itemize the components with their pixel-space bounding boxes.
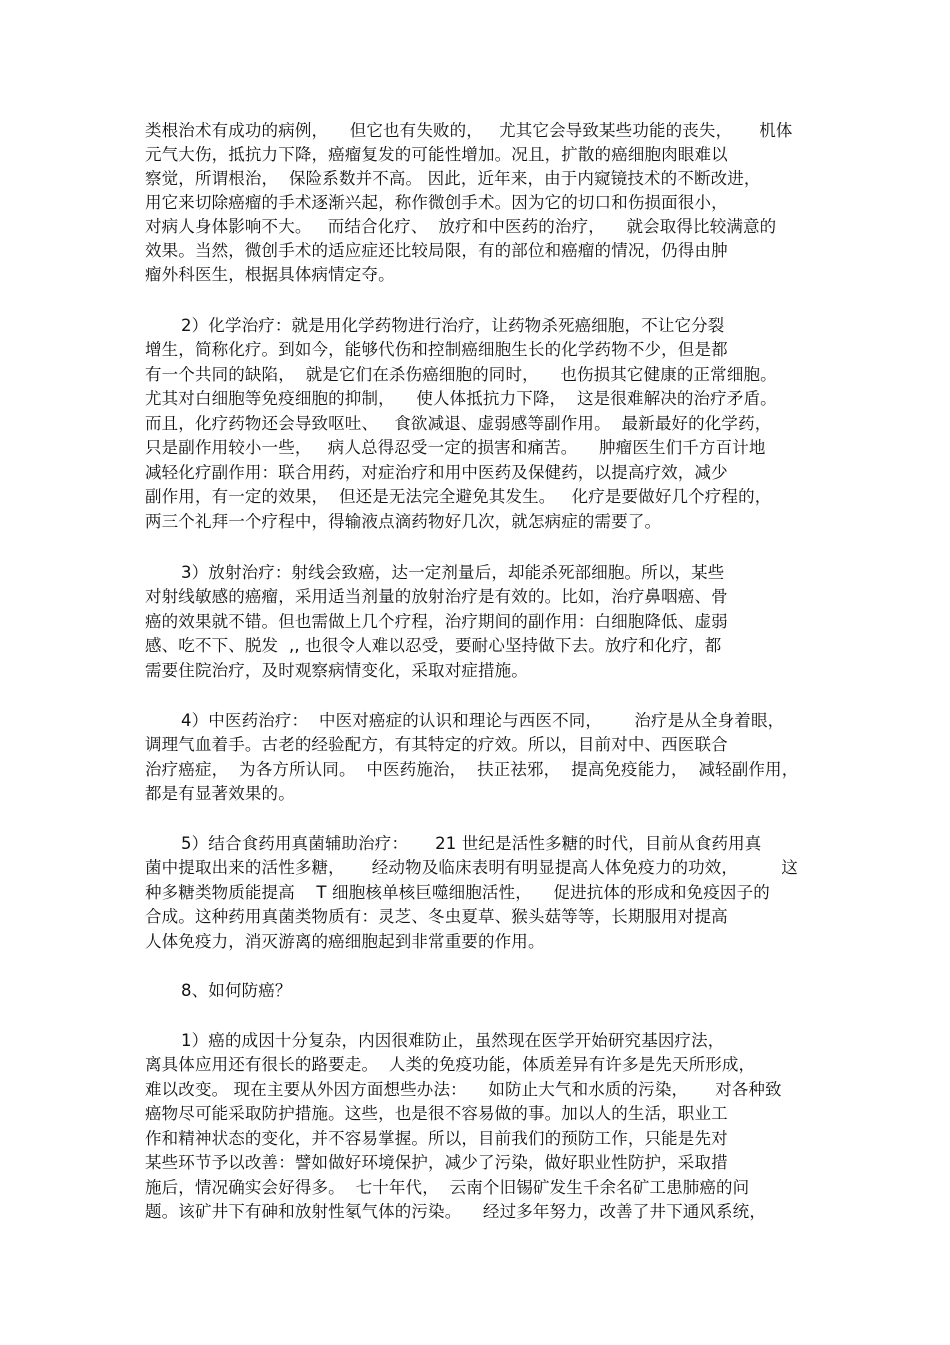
- text-line: 只是副作用较小一些， 病人总得忍受一定的损害和痛苦。 肿瘤医生们千方百计地: [145, 438, 766, 457]
- text-line: 合成。这种药用真菌类物质有：灵芝、冬虫夏草、猴头菇等等，长期服用对提高: [145, 907, 728, 926]
- text-line: 某些环节予以改善：譬如做好环境保护，减少了污染，做好职业性防护，采取措: [145, 1153, 728, 1172]
- text-line: 对病人身体影响不大。 而结合化疗、 放疗和中医药的治疗， 就会取得比较满意的: [145, 217, 777, 236]
- text-line: 需要住院治疗，及时观察病情变化，采取对症措施。: [145, 661, 528, 680]
- text-line: 难以改变。 现在主要从外因方面想些办法： 如防止大气和水质的污染， 对各种致: [145, 1080, 782, 1099]
- text-line: 都是有显著效果的。: [145, 784, 295, 803]
- section-heading: 8、如何防癌？: [181, 981, 292, 1000]
- text-line: 用它来切除癌瘤的手术逐渐兴起，称作微创手术。因为它的切口和伤损面很小，: [145, 193, 728, 212]
- text-line: 调理气血着手。古老的经验配方，有其特定的疗效。所以，目前对中、西医联合: [145, 735, 728, 754]
- text-line: 副作用，有一定的效果， 但还是无法完全避免其发生。 化疗是要做好几个疗程的，: [145, 487, 772, 506]
- text-line: 施后，情况确实会好得多。 七十年代， 云南个旧锡矿发生千余名矿工患肺癌的问: [145, 1178, 750, 1197]
- paragraph-first-line: 2）化学治疗：就是用化学药物进行治疗，让药物杀死癌细胞，不让它分裂: [181, 316, 725, 335]
- text-line: 类根治术有成功的病例， 但它也有失败的， 尤其它会导致某些功能的丧失， 机体: [145, 121, 793, 140]
- paragraph-first-line: 3）放射治疗：射线会致癌，达一定剂量后，却能杀死部细胞。所以，某些: [181, 563, 725, 582]
- text-line: 离具体应用还有很长的路要走。 人类的免疫功能，体质差异有许多是先天所形成，: [145, 1055, 756, 1074]
- text-line: 瘤外科医生，根据具体病情定夺。: [145, 265, 395, 284]
- text-line: 癌的效果就不错。但也需做上几个疗程，治疗期间的副作用：白细胞降低、虚弱: [145, 612, 728, 631]
- paragraph-first-line: 5）结合食药用真菌辅助治疗： 21 世纪是活性多糖的时代，目前从食药用真: [181, 834, 762, 853]
- text-line: 种多糖类物质能提高 T 细胞核单核巨噬细胞活性， 促进抗体的形成和免疫因子的: [145, 883, 770, 902]
- text-line: 有一个共同的缺陷， 就是它们在杀伤癌细胞的同时， 也伤损其它健康的正常细胞。: [145, 365, 777, 384]
- paragraph-first-line: 1）癌的成因十分复杂，内因很难防止，虽然现在医学开始研究基因疗法，: [181, 1031, 725, 1050]
- text-line: 治疗癌症， 为各方所认同。 中医药施治， 扶正祛邪， 提高免疫能力， 减轻副作用，: [145, 760, 799, 779]
- text-line: 感、吃不下、脱发 ,, 也很令人难以忍受，要耐心坚持做下去。放疗和化疗，都: [145, 636, 722, 655]
- text-line: 癌物尽可能采取防护措施。这些，也是很不容易做的事。加以人的生活，职业工: [145, 1104, 728, 1123]
- text-line: 增生，简称化疗。到如今，能够代伤和控制癌细胞生长的化学药物不少，但是都: [145, 340, 728, 359]
- text-line: 察觉，所谓根治， 保险系数并不高。 因此，近年来，由于内窥镜技术的不断改进，: [145, 169, 761, 188]
- text-line: 减轻化疗副作用：联合用药，对症治疗和用中医药及保健药，以提高疗效，减少: [145, 463, 728, 482]
- paragraph-first-line: 4）中医药治疗： 中医对癌症的认识和理论与西医不同， 治疗是从全身着眼，: [181, 711, 785, 730]
- text-line: 效果。当然，微创手术的适应症还比较局限，有的部位和癌瘤的情况，仍得由肿: [145, 241, 728, 260]
- text-line: 两三个礼拜一个疗程中，得输液点滴药物好几次，就怎病症的需要了。: [145, 512, 662, 531]
- text-line: 元气大伤，抵抗力下降，癌瘤复发的可能性增加。况且，扩散的癌细胞肉眼难以: [145, 145, 728, 164]
- text-line: 人体免疫力，消灭游离的癌细胞起到非常重要的作用。: [145, 932, 545, 951]
- text-line: 作和精神状态的变化，并不容易掌握。所以，目前我们的预防工作，只能是先对: [145, 1129, 728, 1148]
- text-line: 题。该矿井下有砷和放射性氡气体的污染。 经过多年努力，改善了井下通风系统，: [145, 1202, 766, 1221]
- text-line: 尤其对白细胞等免疫细胞的抑制， 使人体抵抗力下降， 这是很难解决的治疗矛盾。: [145, 389, 777, 408]
- text-line: 菌中提取出来的活性多糖， 经动物及临床表明有明显提高人体免疫力的功效， 这: [145, 858, 798, 877]
- text-line: 而且，化疗药物还会导致呕吐、 食欲减退、虚弱感等副作用。 最新最好的化学药，: [145, 414, 772, 433]
- text-line: 对射线敏感的癌瘤，采用适当剂量的放射治疗是有效的。比如，治疗鼻咽癌、骨: [145, 587, 728, 606]
